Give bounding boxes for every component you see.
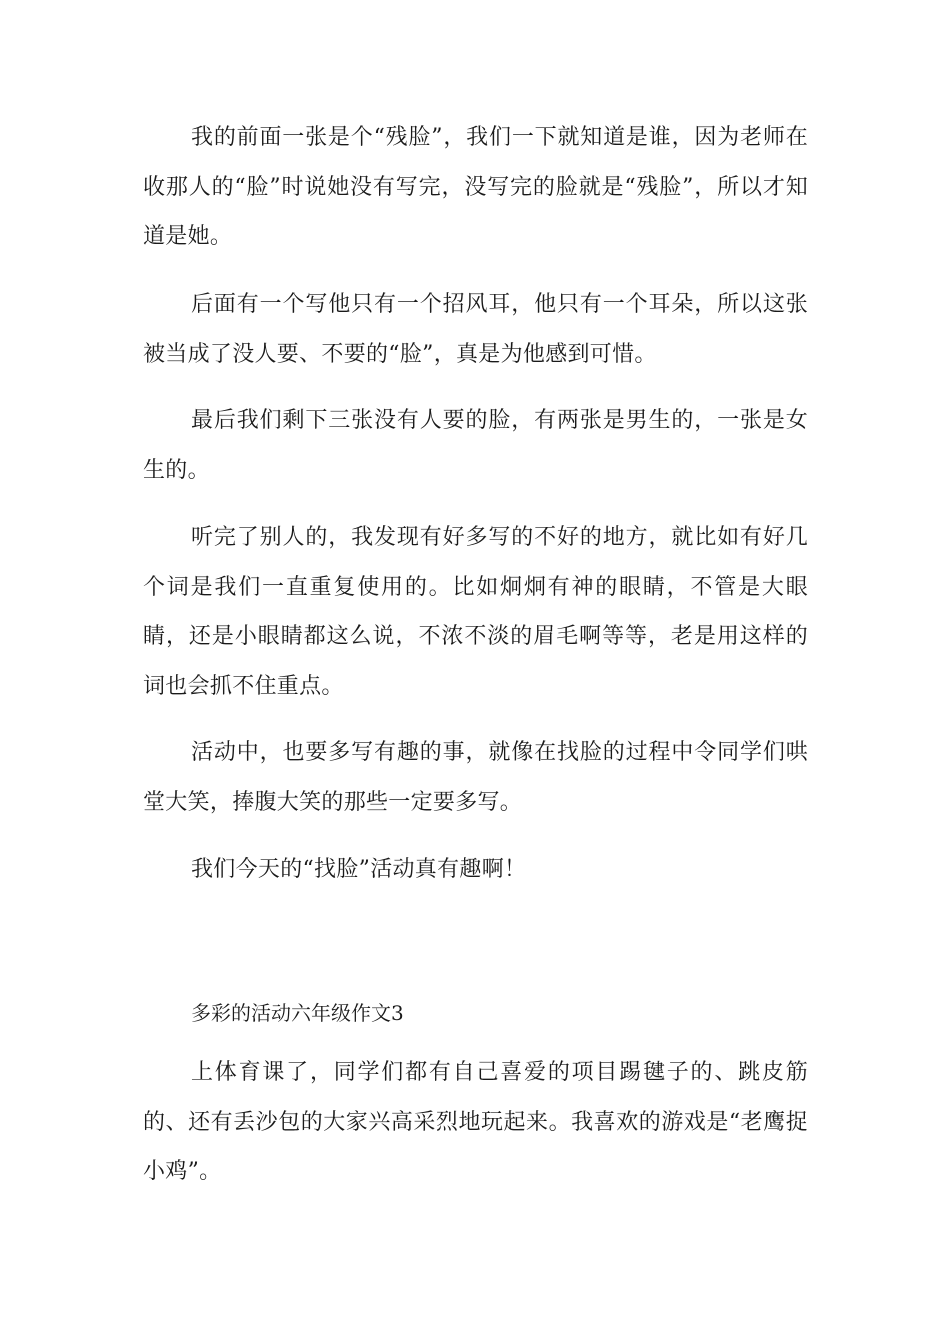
paragraph-3: 最后我们剩下三张没有人要的脸，有两张是男生的，一张是女生的。 bbox=[143, 408, 808, 483]
section-paragraph-1: 上体育课了，同学们都有自己喜爱的项目踢毽子的、跳皮筋的、还有丢沙包的大家兴高采烈地玩起来。我喜欢的游戏是“老鹰捉小鸡”。 bbox=[143, 1060, 808, 1184]
paragraph-2: 后面有一个写他只有一个招风耳，他只有一个耳朵，所以这张被当成了没人要、不要的“脸”，真是为他感到可惜。 bbox=[143, 292, 808, 367]
paragraph-4: 听完了别人的，我发现有好多写的不好的地方，就比如有好几个词是我们一直重复使用的。比如炯炯有神的眼睛，不管是大眼睛，还是小眼睛都这么说，不浓不淡的眉毛啊等等，老是用这样的词也会抓不住重点。 bbox=[143, 525, 808, 699]
section-title: 多彩的活动六年级作文3 bbox=[191, 1001, 404, 1025]
paragraph-5: 活动中，也要多写有趣的事，就像在找脸的过程中令同学们哄堂大笑，捧腹大笑的那些一定要多写。 bbox=[143, 740, 808, 815]
paragraph-6: 我们今天的“找脸”活动真有趣啊！ bbox=[191, 857, 527, 882]
paragraph-1: 我的前面一张是个“残脸”，我们一下就知道是谁，因为老师在收那人的“脸”时说她没有写完，没写完的脸就是“残脸”，所以才知道是她。 bbox=[143, 125, 808, 249]
